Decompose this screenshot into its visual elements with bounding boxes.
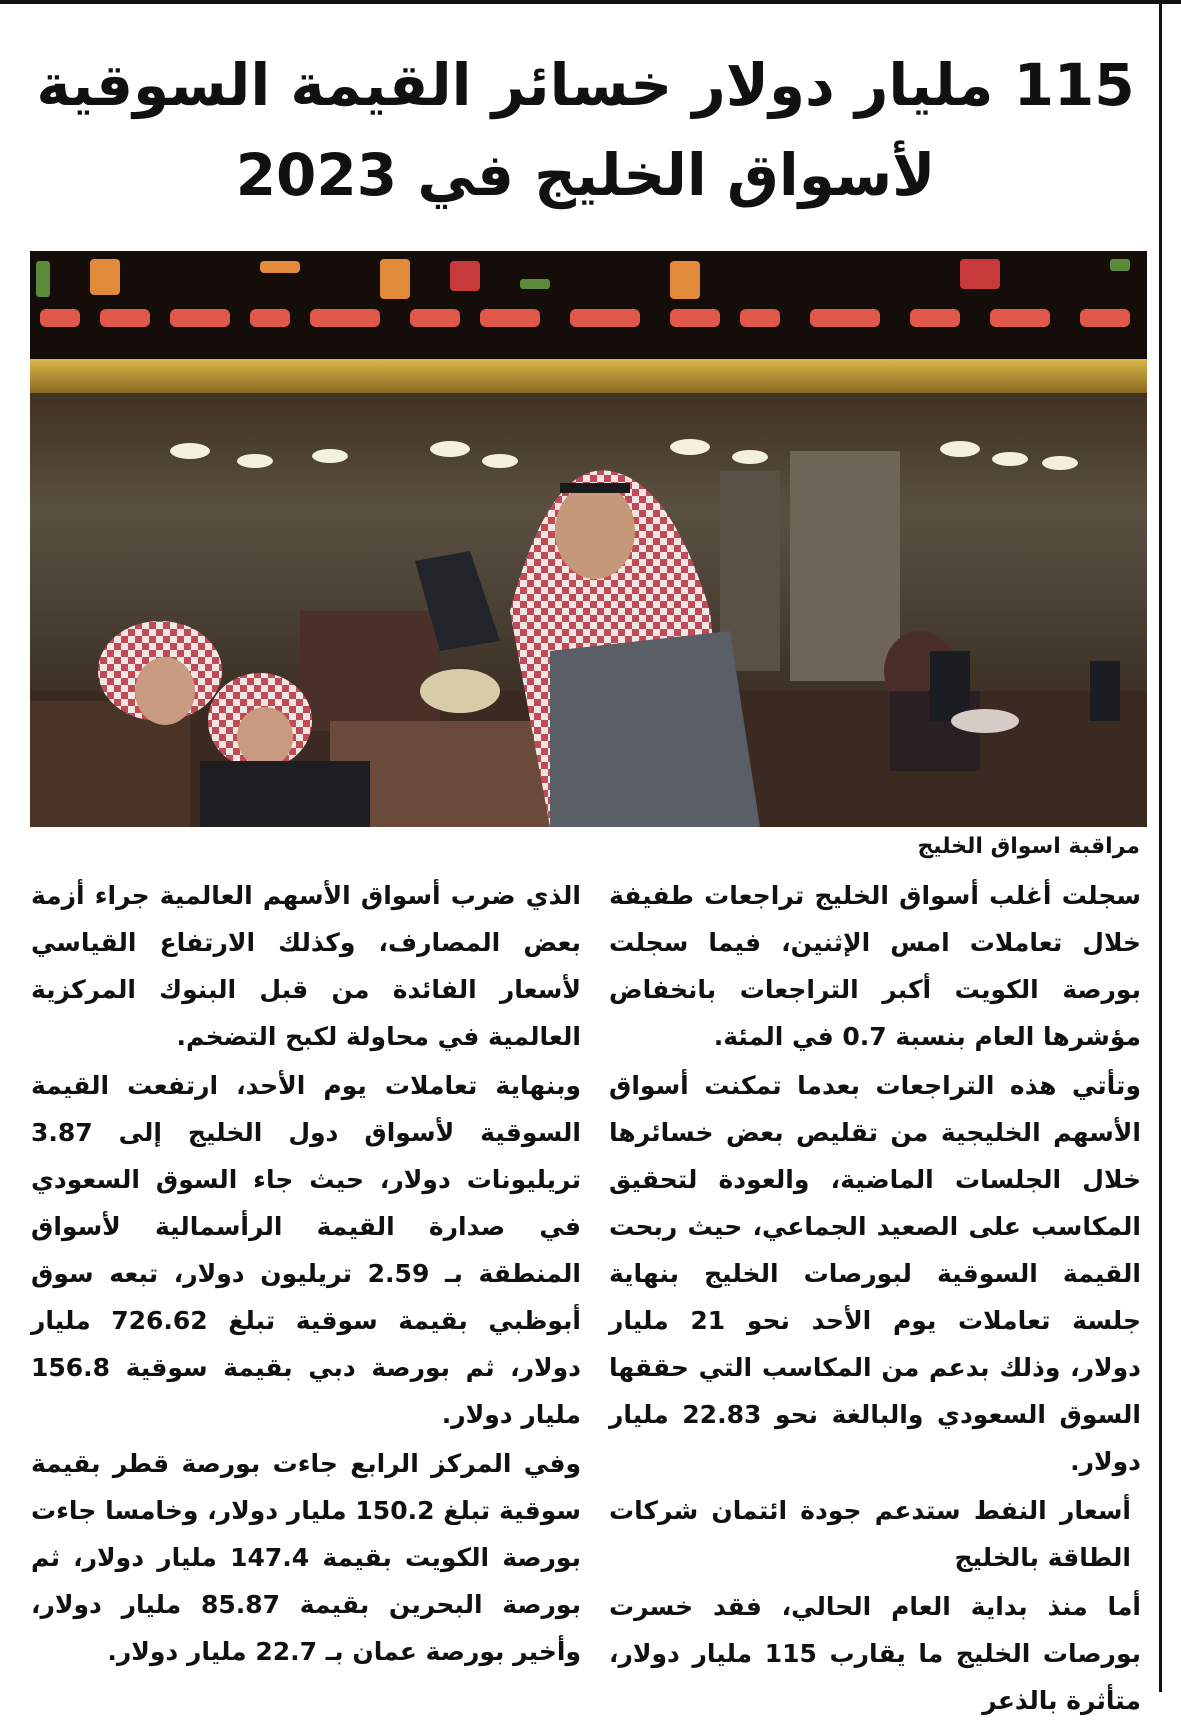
headline-line-2: لأسواق الخليج في 2023 [235,141,936,209]
article-column-right [609,872,1141,1726]
top-rule [0,0,1181,4]
side-rule [1159,0,1162,1692]
photo-caption: مراقبة اسواق الخليج [917,834,1140,859]
headline-line-1: 115 مليار دولار خسائر القيمة السوقية [36,51,1135,119]
paragraph: وبنهاية تعاملات يوم الأحد، ارتفعت القيمة السوقية لأسواق دول الخليج إلى 3.87 تريليونات دولار، حيث جاء السوق السعودي في صدارة القيمة الرأسمالية لأسواق المنطقة بـ 2.59 تريليون دولار، تبعه سوق أبوظبي بقيمة سوقية تبلغ 726.62 مليار دولار، ثم بورصة دبي بقيمة سوقية 156.8 مليار دولار. [31,1071,581,1429]
paragraph: أما منذ بداية العام الحالي، فقد خسرت بورصات الخليج ما يقارب 115 مليار دولار، متأثرة بالذعر [609,1592,1142,1715]
article-column-left [31,872,581,1677]
paragraph: وتأتي هذه التراجعات بعدما تمكنت أسواق الأسهم الخليجية من تقليص بعض خسائرها خلال الجلسات الماضية، والعودة لتحقيق المكاسب على الصعيد الجماعي، حيث ربحت القيمة السوقية لبورصات الخليج بنهاية جلسة تعاملات يوم الأحد نحو 21 مليار دولار، وذلك بدعم من المكاسب التي حققها السوق السعودي والبالغة نحو 22.83 مليار دولار. [609,1071,1141,1476]
paragraph: سجلت أغلب أسواق الخليج تراجعات طفيفة خلال تعاملات امس الإثنين، فيما سجلت بورصة الكويت أكبر التراجعات بانخفاض مؤشرها العام بنسبة 0.7 في المئة. [609,881,1141,1051]
news-photo [30,251,1147,827]
subheading: أسعار النفط ستدعم جودة ائتمان شركات الطاقة بالخليج [609,1496,1131,1572]
paragraph: الذي ضرب أسواق الأسهم العالمية جراء أزمة بعض المصارف، وكذلك الارتفاع القياسي لأسعار الفائدة من قبل البنوك المركزية العالمية في محاولة لكبح التضخم. [31,881,581,1051]
paragraph: وفي المركز الرابع جاءت بورصة قطر بقيمة سوقية تبلغ 150.2 مليار دولار، وخامسا جاءت بورصة الكويت بقيمة 147.4 مليار دولار، ثم بورصة البحرين بقيمة 85.87 مليار دولار، وأخير بورصة عمان بـ 22.7 مليار دولار. [31,1449,582,1666]
headline [30,40,1141,220]
